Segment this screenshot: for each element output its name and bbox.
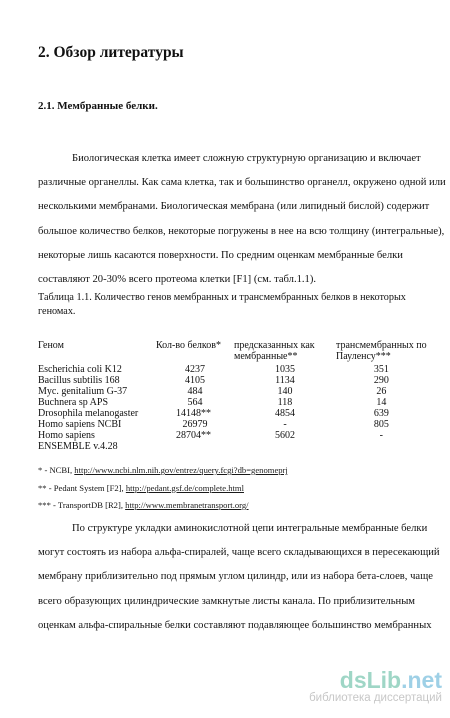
header-transmembrane: трансмембранных по Пауленсу*** xyxy=(336,340,427,362)
paragraph-line: несколькими мембранами. Биологическая мембрана (или липидный бислой) содержит xyxy=(38,201,430,213)
cell-genome: Escherichia coli K12 xyxy=(38,364,122,375)
paragraph-line: оценкам альфа-спиральные белки составляют подавляющее большинство мембранных xyxy=(38,619,432,631)
cell-genome: Drosophila melanogaster xyxy=(38,408,139,419)
paragraph-structure xyxy=(38,517,440,638)
table-row xyxy=(38,397,427,408)
table-row xyxy=(38,364,427,375)
footnote: *** - TransportDB [R2], http://www.membranetransport.org/ xyxy=(38,500,249,510)
cell-transmembrane: 639 xyxy=(373,408,389,419)
table-row xyxy=(38,430,427,452)
cell-transmembrane: 805 xyxy=(373,419,389,430)
cell-proteins: 564 xyxy=(187,397,203,408)
cell-proteins: 484 xyxy=(187,386,203,397)
paragraph-intro xyxy=(38,147,446,292)
cell-membrane: 118 xyxy=(277,397,293,408)
header-protein-count: Кол-во белков* xyxy=(156,340,221,351)
cell-transmembrane: 14 xyxy=(376,397,387,408)
cell-transmembrane: 351 xyxy=(373,364,389,375)
footnote: * - NCBI, http://www.ncbi.nlm.nih.gov/entrez/query.fcgi?db=genomeprj xyxy=(38,465,288,475)
watermark-subtitle: библиотека диссертаций xyxy=(309,692,442,704)
paragraph-line: мембрану приблизительно под прямым углом цилиндр, или из набора бета-слоев, чаще xyxy=(38,571,433,583)
table-header-row xyxy=(38,340,427,364)
caption-line: геномах. xyxy=(38,306,76,317)
header-genome: Геном xyxy=(38,340,64,351)
cell-transmembrane: 290 xyxy=(373,375,389,386)
footnote-link[interactable]: http://pedant.gsf.de/complete.html xyxy=(125,482,244,493)
paragraph-line: всего образующих цилиндрические замкнутые листы канала. По приблизительным xyxy=(38,595,416,607)
paragraph-line: Биологическая клетка имеет сложную структурную организацию и включает xyxy=(72,153,421,164)
cell-membrane: 5602 xyxy=(275,430,295,441)
cell-membrane: 4854 xyxy=(275,408,295,419)
cell-transmembrane: - xyxy=(379,430,383,441)
paragraph-line: По структуре укладки аминокислотной цепи интегральные мембранные белки xyxy=(72,523,428,534)
cell-proteins: 14148** xyxy=(176,408,211,419)
table-footnotes xyxy=(38,462,288,515)
cell-genome: Buchnera sp APS xyxy=(38,397,108,408)
cell-proteins: 28704** xyxy=(176,430,211,441)
subsection-heading: 2.1. Мембранные белки. xyxy=(38,100,158,112)
table-row xyxy=(38,419,427,430)
watermark-logo: dsLib.net xyxy=(339,667,442,693)
footnote: ** - Pedant System [F2], http://pedant.gsf.de/complete.html xyxy=(38,482,244,493)
section-heading: 2. Обзор литературы xyxy=(38,44,184,61)
header-membrane: предсказанных как мембранные** xyxy=(234,340,315,362)
cell-proteins: 4237 xyxy=(185,364,205,375)
cell-genome: Bacillus subtilis 168 xyxy=(38,375,120,386)
cell-transmembrane: 26 xyxy=(376,386,387,397)
paragraph-line: составляют 20-30% всего протеома клетки [F1] (см. табл.1.1). xyxy=(38,274,317,286)
cell-membrane: 1035 xyxy=(275,364,295,375)
table-row xyxy=(38,408,427,419)
paragraph-line: большое количество белков, некоторые погружены в нее на всю толщину (интегральные), xyxy=(38,225,445,237)
cell-genome: Homo sapiens NCBI xyxy=(38,419,122,430)
paragraph-line: могут состоять из набора альфа-спиралей, чаще всего складывающихся в пересекающий xyxy=(38,547,440,559)
paragraph-line: различные органеллы. Как сама клетка, так и большинство органелл, окружено одной или xyxy=(38,177,446,189)
genome-table xyxy=(38,340,427,452)
footnote-link[interactable]: http://www.membranetransport.org/ xyxy=(125,500,249,510)
cell-membrane: 140 xyxy=(277,386,293,397)
cell-proteins: 26979 xyxy=(182,419,208,430)
paragraph-line: некоторые лишь касаются поверхности. По средним оценкам мембранные белки xyxy=(38,249,403,261)
cell-genome: Myc. genitalium G-37 xyxy=(38,386,128,397)
caption-line: Таблица 1.1. Количество генов мембранных и трансмембранных белков в некоторых xyxy=(38,292,406,303)
cell-membrane: - xyxy=(283,419,287,430)
cell-membrane: 1134 xyxy=(275,375,295,386)
watermark xyxy=(309,668,442,704)
table-row xyxy=(38,386,427,397)
table-caption xyxy=(38,291,418,319)
table-row xyxy=(38,375,427,386)
footnote-link[interactable]: http://www.ncbi.nlm.nih.gov/entrez/query.fcgi?db=genomeprj xyxy=(74,465,288,475)
cell-genome: Homo sapiens ENSEMBLE v.4.28 xyxy=(38,430,118,452)
cell-proteins: 4105 xyxy=(185,375,205,386)
